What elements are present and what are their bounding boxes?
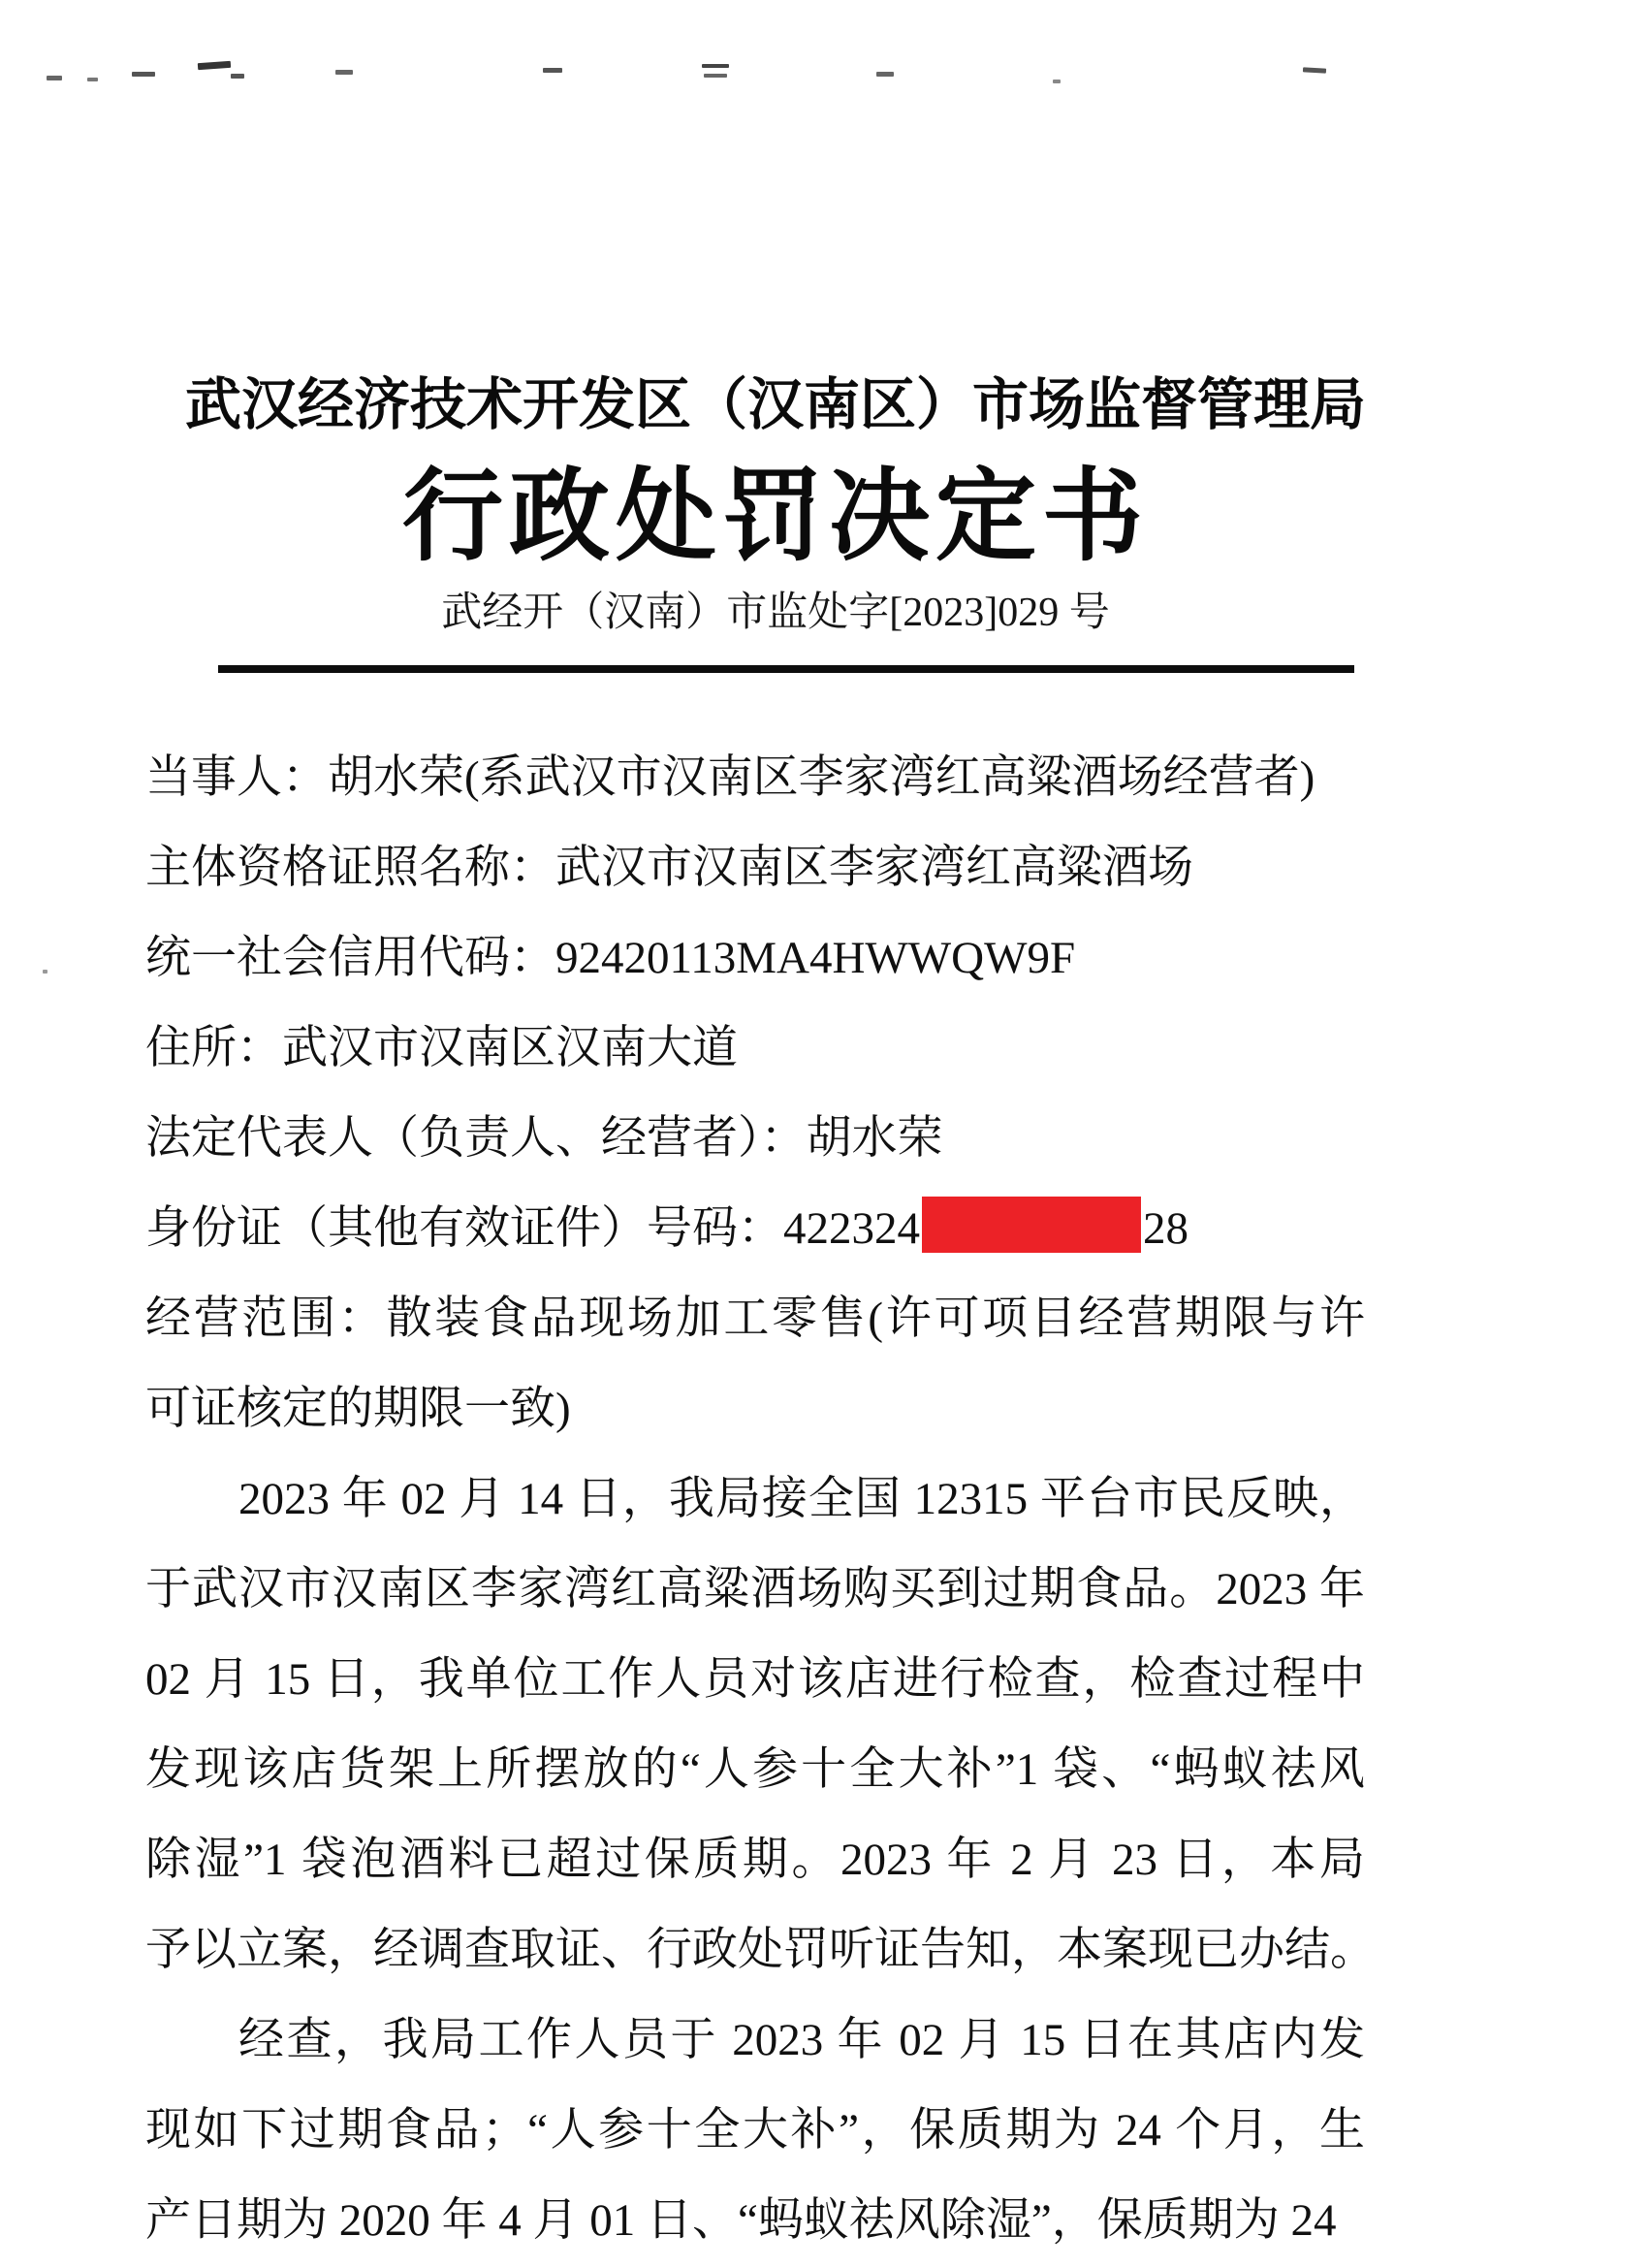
body-line: 当事人：胡水荣(系武汉市汉南区李家湾红高粱酒场经营者) (145, 752, 1315, 803)
scan-artifact (1303, 67, 1326, 73)
scan-artifact (543, 68, 562, 73)
scan-artifact (47, 76, 62, 80)
scan-artifact (1053, 80, 1061, 83)
body-line: 02 月 15 日，我单位工作人员对该店进行检查，检查过程中 (145, 1654, 1365, 1705)
body-line: 住所：武汉市汉南区汉南大道 (145, 1023, 738, 1073)
document-number: 武经开（汉南）市监处字[2023]029 号 (441, 591, 1110, 635)
scan-artifact (87, 78, 98, 81)
document-title: 行政处罚决定书 (401, 462, 1149, 573)
body-line: 产日期为 2020 年 4 月 01 日、“蚂蚁祛风除湿”，保质期为 24 (145, 2195, 1337, 2246)
body-line: 现如下过期食品；“人参十全大补”，保质期为 24 个月，生 (145, 2105, 1365, 2156)
redaction-box (922, 1197, 1141, 1253)
scan-artifact (132, 72, 155, 77)
body-line: 可证核定的期限一致) (145, 1384, 571, 1434)
scan-artifact (198, 61, 231, 70)
body-line: 统一社会信用代码：92420113MA4HWWQW9F (145, 933, 1076, 983)
body-line: 予以立案，经调查取证、行政处罚听证告知，本案现已办结。 (145, 1925, 1376, 1975)
body-line: 法定代表人（负责人、经营者）：胡水荣 (145, 1113, 943, 1164)
scan-artifact (43, 970, 48, 974)
document-body (145, 733, 1376, 2266)
body-line: 发现该店货架上所摆放的“人参十全大补”1 袋、“蚂蚁祛风 (145, 1744, 1365, 1795)
body-line: 经查，我局工作人员于 2023 年 02 月 15 日在其店内发 (238, 2015, 1365, 2065)
scan-artifact (704, 74, 727, 78)
scan-artifact (702, 64, 729, 68)
scan-artifact (231, 74, 244, 79)
body-line: 经营范围：散装食品现场加工零售(许可项目经营期限与许 (145, 1294, 1365, 1344)
body-line: 主体资格证照名称：武汉市汉南区李家湾红高粱酒场 (145, 843, 1193, 893)
scan-artifact (335, 70, 353, 75)
id-number-line: 身份证（其他有效证件）号码：422324 28 (145, 1184, 1365, 1274)
body-line: 2023 年 02 月 14 日，我局接全国 12315 平台市民反映， (238, 1474, 1365, 1524)
agency-title: 武汉经济技术开发区（汉南区）市场监督管理局 (184, 373, 1366, 436)
header-divider (218, 665, 1354, 673)
scan-artifact (876, 72, 894, 77)
body-line: 除湿”1 袋泡酒料已超过保质期。2023 年 2 月 23 日，本局 (145, 1835, 1365, 1885)
body-line: 于武汉市汉南区李家湾红高粱酒场购买到过期食品。2023 年 (145, 1564, 1365, 1614)
